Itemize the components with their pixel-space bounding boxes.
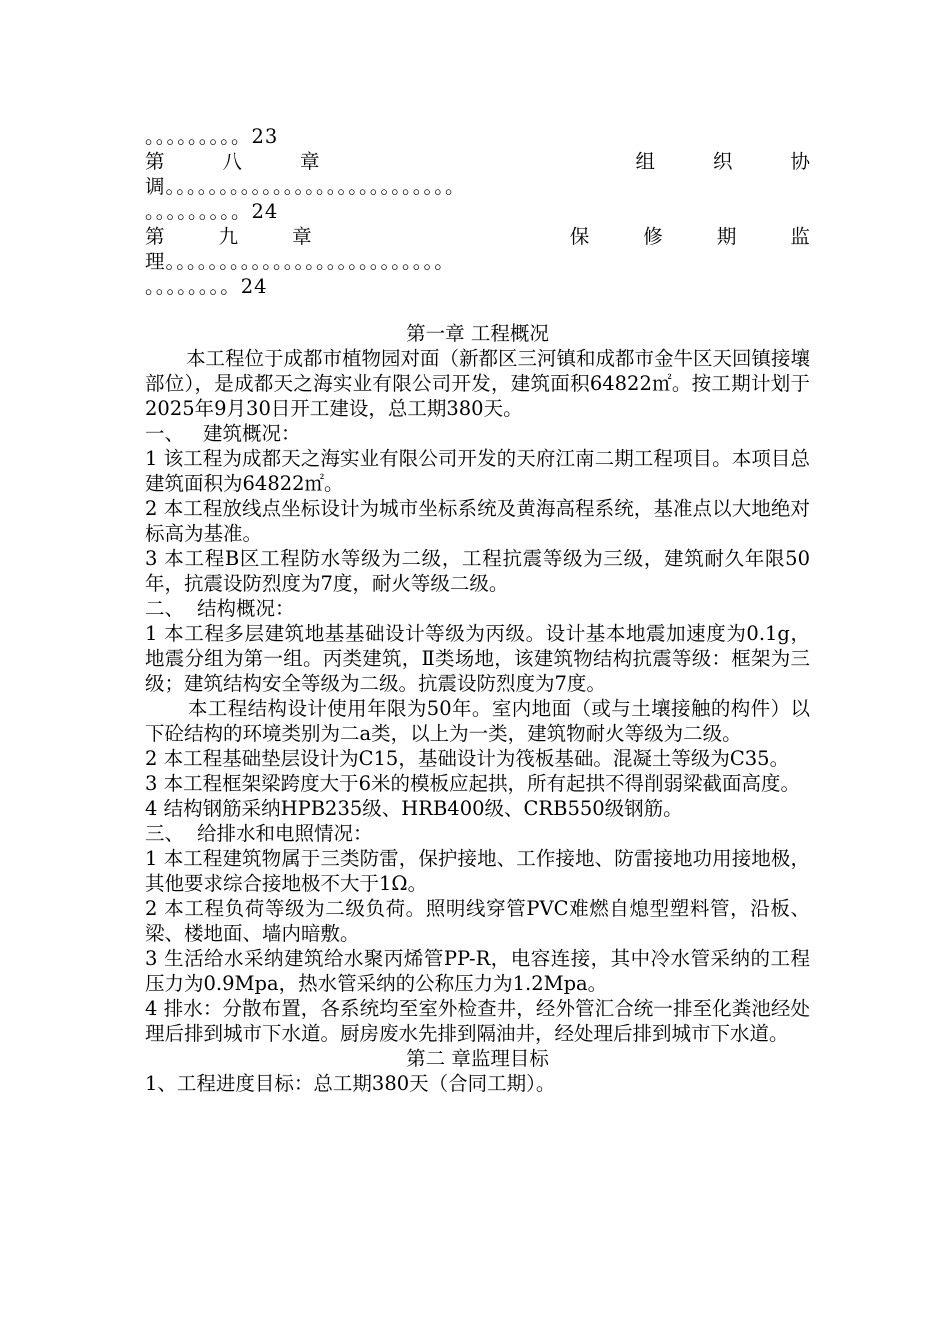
toc-ch9-title: 第 九 章 保 修 期 监 [145, 225, 810, 248]
section1-heading [145, 421, 810, 446]
toc-ch8-title: 第 八 章 组 织 协 [145, 150, 810, 173]
section1-title: 建筑概况： [203, 422, 301, 445]
section3-item-3: 3 生活给水采纳建筑给水聚丙烯管PP-R，电容连接，其中冷水管采纳的工程压力为0.9Mpa，热水管采纳的公称压力为1.2Mpa。 [145, 947, 810, 995]
chapter2-item-1: 1、工程进度目标：总工期380天（合同工期）。 [145, 1072, 556, 1095]
section3-heading [145, 821, 810, 846]
section1-item-3: 3 本工程B区工程防水等级为二级，工程抗震等级为三级，建筑耐久年限50年，抗震设防烈度为7度，耐火等级二级。 [145, 547, 810, 595]
toc-ch9-wrap: 理。。。。。。。。。。。。。。。。。。。。。。。。。。 [145, 250, 455, 273]
chapter2-title: 第二 章监理目标 [406, 1047, 549, 1070]
toc-entry-ch8[interactable] [145, 149, 810, 224]
section3-item-2: 2 本工程负荷等级为二级负荷。照明线穿管PVC难燃自熄型塑料管，沿板、梁、楼地面、墙内暗敷。 [145, 897, 810, 945]
toc-tail-ch7: 。。。。。。。。。23 [145, 125, 279, 148]
section2-title: 结构概况： [197, 597, 295, 620]
section3-title: 给排水和电照情况： [197, 822, 373, 845]
section1-number: 一、 [145, 422, 185, 445]
document-page [145, 124, 810, 1096]
chapter1-intro: 本工程位于成都市植物园对面（新都区三河镇和成都市金牛区天回镇接壤部位），是成都天之海实业有限公司开发，建筑面积64822㎡。按工期计划于2025年9月30日开工建设，总工期380天。 [145, 347, 810, 420]
section1-item-2: 2 本工程放线点坐标设计为城市坐标系统及黄海高程系统，基准点以大地绝对标高为基准。 [145, 497, 810, 545]
section2-item-2: 2 本工程基础垫层设计为C15，基础设计为筏板基础。混凝土等级为C35。 [145, 747, 790, 770]
section2-heading [145, 596, 810, 621]
section1-item-1: 1 该工程为成都天之海实业有限公司开发的天府江南二期工程项目。本项目总建筑面积为64822㎡。 [145, 447, 810, 495]
chapter1-title: 第一章 工程概况 [406, 322, 549, 345]
toc-ch9-page: 。。。。。。。。24 [145, 275, 268, 298]
section3-number: 三、 [145, 822, 185, 845]
section2-paragraph: 本工程结构设计使用年限为50年。室内地面（或与土壤接触的构件）以下砼结构的环境类别为二a类，以上为一类，建筑物耐火等级为二级。 [145, 697, 810, 745]
toc-entry-ch9[interactable] [145, 224, 810, 299]
toc-ch8-page: 。。。。。。。。。24 [145, 200, 279, 223]
toc-ch8-wrap: 调。。。。。。。。。。。。。。。。。。。。。。。。。。。 [145, 175, 466, 198]
section3-item-4: 4 排水：分散布置，各系统均至室外检查井，经外管汇合统一排至化粪池经处理后排到城市下水道。厨房废水先排到隔油井，经处理后排到城市下水道。 [145, 997, 810, 1045]
section2-item-4: 4 结构钢筋采纳HPB235级、HRB400级、CRB550级钢筋。 [145, 797, 683, 820]
section2-item-1: 1 本工程多层建筑地基基础设计等级为丙级。设计基本地震加速度为0.1g，地震分组为第一组。丙类建筑，Ⅱ类场地，该建筑物结构抗震等级：框架为三级；建筑结构安全等级为二级。抗震设防烈度为7度。 [145, 622, 810, 695]
section2-number: 二、 [145, 597, 185, 620]
section2-item-3: 3 本工程框架梁跨度大于6米的模板应起拱，所有起拱不得削弱梁截面高度。 [145, 772, 801, 795]
section3-item-1: 1 本工程建筑物属于三类防雷，保护接地、工作接地、防雷接地功用接地极，其他要求综合接地极不大于1Ω。 [145, 847, 810, 895]
